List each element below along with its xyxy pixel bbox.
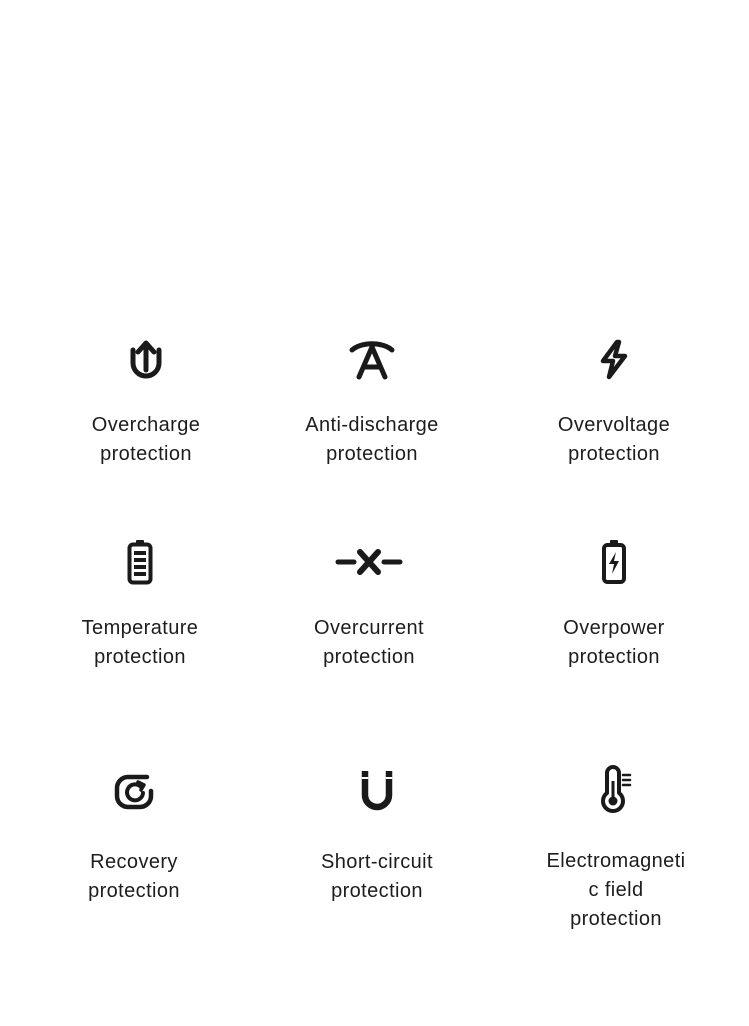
- feature-label-line2: protection: [100, 443, 192, 465]
- battery-charge-icon: [588, 536, 640, 588]
- feature-label-line1: Recovery: [90, 851, 178, 873]
- feature-temperature: [20, 536, 260, 676]
- recovery-icon: [108, 765, 160, 817]
- feature-label-line1: Overvoltage: [557, 414, 671, 436]
- feature-label-line2: protection: [331, 880, 423, 902]
- feature-label-line2: protection: [568, 443, 660, 465]
- feature-label-line3: protection: [570, 908, 662, 930]
- anti-discharge-icon: [346, 333, 398, 385]
- feature-label-line2: protection: [94, 646, 186, 668]
- feature-label-line2: protection: [568, 646, 660, 668]
- feature-recovery: [14, 765, 254, 915]
- feature-label-line1: Electromagneti: [546, 850, 686, 872]
- lightning-icon: [588, 333, 640, 385]
- battery-icon: [114, 536, 166, 588]
- feature-overcharge: [26, 333, 266, 473]
- feature-label-line2: protection: [323, 646, 415, 668]
- overcharge-icon: [120, 333, 172, 385]
- feature-label-line1: Overpower: [563, 617, 665, 639]
- feature-label-line1: Short-circuit: [321, 851, 433, 873]
- feature-overpower: [494, 536, 734, 676]
- feature-label-line1: Anti-discharge: [305, 414, 439, 436]
- feature-anti-discharge: [252, 333, 492, 473]
- feature-electromagnetic: [496, 765, 736, 945]
- feature-overcurrent: [249, 536, 489, 676]
- feature-short-circuit: [257, 765, 497, 915]
- feature-label-line2: c field: [588, 879, 644, 901]
- feature-label-line2: protection: [88, 880, 180, 902]
- feature-label-line1: Temperature: [81, 617, 199, 639]
- feature-label-line1: Overcharge: [91, 414, 201, 436]
- feature-label-line1: Overcurrent: [314, 617, 424, 639]
- overcurrent-icon: [334, 536, 404, 588]
- feature-label-line2: protection: [326, 443, 418, 465]
- magnet-icon: [351, 765, 403, 817]
- feature-overvoltage: [494, 333, 734, 473]
- thermometer-icon: [590, 765, 642, 817]
